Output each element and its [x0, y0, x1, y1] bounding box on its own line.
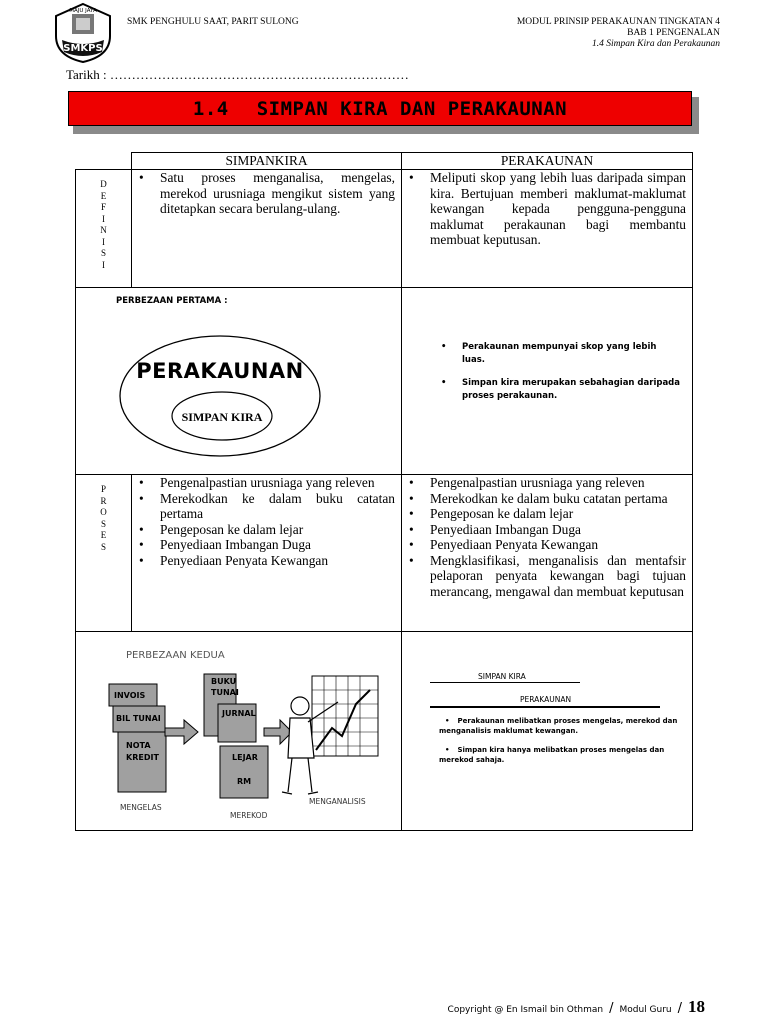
- definisi-letter: I: [102, 236, 105, 247]
- proses-simpankira-item: • Pengenalpastian urusniaga yang releven: [160, 475, 395, 491]
- definisi-perakaunan: • Meliputi skop yang lebih luas daripada simpan kira. Bertujuan memberi maklumat-maklumat kewangan kepada pengguna-pengguna maklumat perakaunan bagi membantu membuat keputusan.: [430, 170, 686, 248]
- definisi-letter: E: [100, 190, 107, 201]
- svg-text:TUNAI: TUNAI: [211, 688, 239, 697]
- chart-board-icon: [312, 676, 378, 756]
- perbezaan-pertama-heading: PERBEZAAN PERTAMA :: [116, 296, 228, 306]
- svg-text:NOTA: NOTA: [126, 741, 151, 750]
- proses-letter: E: [100, 530, 107, 540]
- col-header-simpankira: SIMPANKIRA: [132, 153, 402, 170]
- proses-simpankira-item: • Merekodkan ke dalam buku catatan pertama: [160, 491, 395, 522]
- definisi-simpankira: • Satu proses menganalisa, mengelas, merekod urusniaga mengikut sistem yang ditetapkan secara berulang-ulang.: [160, 170, 395, 217]
- svg-text:MAJU JAYA: MAJU JAYA: [69, 8, 97, 14]
- svg-text:PERAKAUNAN: PERAKAUNAN: [136, 359, 304, 383]
- proses-letter: S: [100, 518, 106, 529]
- svg-text:INVOIS: INVOIS: [114, 691, 146, 700]
- proses-perakaunan-item: • Pengenalpastian urusniaga yang releven: [430, 475, 686, 491]
- definisi-letter: N: [100, 225, 107, 235]
- perbezaan-pertama-diagram: [76, 288, 402, 475]
- definisi-perakaunan-cell: [402, 170, 693, 288]
- proses-simpankira-item: • Pengeposan ke dalam lejar: [160, 522, 395, 538]
- module-info: [517, 17, 720, 50]
- svg-text:SIMPAN KIRA: SIMPAN KIRA: [181, 410, 263, 424]
- proses-letter: S: [100, 541, 106, 552]
- perbezaan2-point-2: • Simpan kira hanya melibatkan proses mengelas dan merekod sahaja.: [439, 746, 665, 764]
- document-bil-tunai: [113, 706, 165, 732]
- svg-text:KREDIT: KREDIT: [126, 753, 159, 762]
- definisi-letter: S: [100, 248, 106, 258]
- comparison-table: [75, 152, 693, 831]
- svg-text:JURNAL: JURNAL: [222, 709, 256, 718]
- perbezaan1-point-2: • Simpan kira merupakan sebahagian daripada proses perakaunan.: [462, 377, 680, 403]
- simpan-kira-label: SIMPAN KIRA: [478, 672, 526, 681]
- proses-letter: R: [100, 495, 107, 506]
- date-line: Tarikh : ……………………………………………………………: [66, 67, 409, 82]
- svg-text:MENGANALISIS: MENGANALISIS: [309, 797, 366, 806]
- svg-text:LEJAR: LEJAR: [232, 753, 258, 762]
- proses-perakaunan-cell: [402, 475, 693, 632]
- page-number: 18: [688, 997, 705, 1016]
- perbezaan-kedua-diagram: [76, 632, 402, 831]
- definisi-letter: I: [102, 213, 105, 224]
- arrow-icon: [165, 720, 198, 744]
- perbezaan-kedua-points-cell: [402, 632, 693, 831]
- chapter-title: BAB 1 PENGENALAN: [627, 28, 720, 38]
- book-lejar: [220, 746, 268, 798]
- title-banner: [68, 91, 692, 126]
- perbezaan1-point-1: • Perakaunan mempunyai skop yang lebih luas.: [462, 341, 680, 367]
- school-name: SMK PENGHULU SAAT, PARIT SULONG: [127, 17, 299, 27]
- process-illustration: [76, 632, 402, 831]
- page-title: SIMPAN KIRA DAN PERAKAUNAN: [256, 97, 568, 120]
- document-invois: [109, 684, 157, 706]
- module-title: MODUL PRINSIP PERAKAUNAN TINGKATAN 4: [516, 17, 720, 27]
- document-nota-kredit: [118, 732, 166, 792]
- modul-guru-text: Modul Guru: [619, 1005, 672, 1015]
- proses-letter: O: [100, 507, 107, 517]
- separator: /: [677, 1001, 682, 1016]
- definisi-letter: D: [100, 179, 107, 189]
- perakaunan-label: PERAKAUNAN: [520, 695, 572, 704]
- school-logo: [52, 2, 114, 64]
- perbezaan2-point-1: • Perakaunan melibatkan proses mengelas, merekod dan menganalisis maklumat kewangan.: [439, 717, 678, 735]
- perbezaan-pertama-points-cell: [402, 288, 693, 475]
- proses-simpankira-item: • Penyediaan Penyata Kewangan: [160, 553, 395, 569]
- proses-perakaunan-item: • Mengklasifikasi, menganalisis dan mentafsir pelaporan penyata kewangan bagi tujuan merancang, mengawal dan membuat keputusan: [430, 553, 686, 600]
- svg-text:PERBEZAAN KEDUA: PERBEZAAN KEDUA: [126, 650, 225, 661]
- proses-perakaunan-item: • Penyediaan Penyata Kewangan: [430, 537, 686, 553]
- svg-text:BUKU: BUKU: [211, 677, 237, 686]
- proses-simpankira-item: • Penyediaan Imbangan Duga: [160, 537, 395, 553]
- svg-text:SMKPS: SMKPS: [63, 43, 103, 54]
- svg-text:MENGELAS: MENGELAS: [120, 803, 162, 812]
- arrow-icon: [264, 720, 292, 744]
- definisi-letter: F: [100, 202, 106, 212]
- definisi-letter: I: [102, 259, 105, 270]
- proses-perakaunan-item: • Merekodkan ke dalam buku catatan pertama: [430, 491, 686, 507]
- col-header-perakaunan: PERAKAUNAN: [402, 153, 693, 170]
- copyright-text: Copyright @ En Ismail bin Othman: [447, 1005, 604, 1015]
- svg-text:RM: RM: [237, 777, 252, 786]
- proses-letter: P: [100, 484, 106, 494]
- row-label-proses: [76, 475, 132, 632]
- proses-perakaunan-item: • Penyediaan Imbangan Duga: [430, 522, 686, 538]
- svg-text:MEREKOD: MEREKOD: [230, 811, 268, 820]
- row-label-definisi: [76, 170, 132, 288]
- proses-perakaunan-item: • Pengeposan ke dalam lejar: [430, 506, 686, 522]
- book-jurnal: [218, 704, 256, 742]
- svg-text:BIL TUNAI: BIL TUNAI: [116, 714, 161, 723]
- definisi-simpankira-cell: [132, 170, 402, 288]
- proses-simpankira-cell: [132, 475, 402, 632]
- separator: /: [609, 1001, 614, 1016]
- footer: [448, 997, 705, 1017]
- title-number: 1.4: [192, 97, 229, 120]
- venn-diagram: [114, 330, 326, 460]
- section-title: 1.4 Simpan Kira dan Perakaunan: [592, 39, 720, 49]
